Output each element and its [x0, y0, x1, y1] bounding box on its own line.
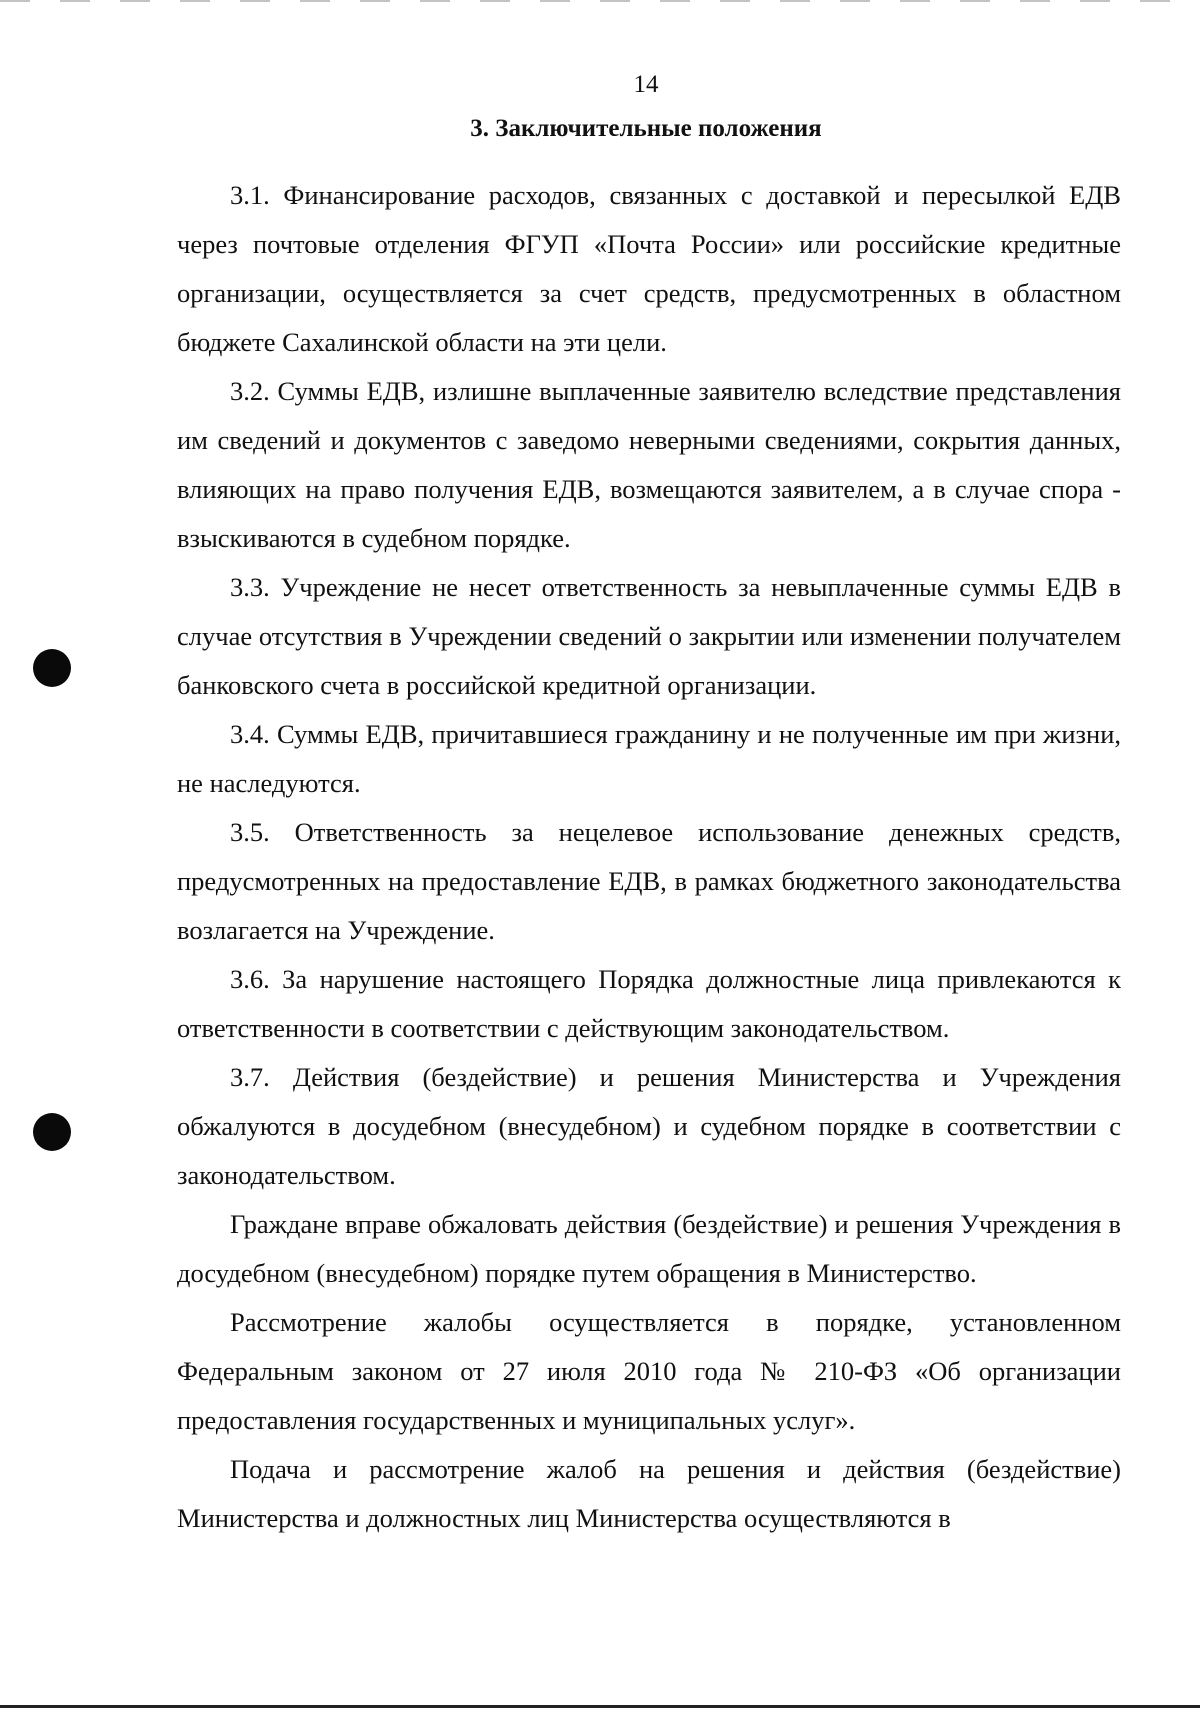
paragraph-3-2: 3.2. Суммы ЕДВ, излишне выплаченные заявителю вследствие представления им сведений и документов с заведомо неверными сведениями, сокрытия данных, влияющих на право получения ЕДВ, возмещаются заявителем, а в случае спора - взыскиваются в судебном порядке.	[177, 376, 1121, 553]
document-body	[177, 171, 1121, 1543]
punch-hole-mark	[33, 649, 71, 687]
paragraph-3-3: 3.3. Учреждение не несет ответственность за невыплаченные суммы ЕДВ в случае отсутствия в Учреждении сведений о закрытии или изменении получателем банковского счета в российской кредитной организации.	[177, 572, 1121, 700]
paragraph-appeal-procedure: Рассмотрение жалобы осуществляется в порядке, установленном Федеральным законом от 27 июля 2010 года № 210-ФЗ «Об организации предоставления государственных и муниципальных услуг».	[177, 1307, 1121, 1435]
section-title: 3. Заключительные положения	[470, 115, 822, 142]
paragraph-3-7: 3.7. Действия (бездействие) и решения Министерства и Учреждения обжалуются в досудебном (внесудебном) и судебном порядке в соответствии с законодательством.	[177, 1062, 1121, 1190]
page-number: 14	[633, 71, 659, 98]
scan-top-edge	[0, 0, 1200, 2]
punch-hole-mark	[33, 1113, 71, 1151]
paragraph-appeal-filing: Подача и рассмотрение жалоб на решения и действия (бездействие) Министерства и должностных лиц Министерства осуществляются в	[177, 1454, 1121, 1533]
paragraph-appeal-citizens: Граждане вправе обжаловать действия (бездействие) и решения Учреждения в досудебном (внесудебном) порядке путем обращения в Министерство.	[177, 1209, 1121, 1288]
paragraph-3-4: 3.4. Суммы ЕДВ, причитавшиеся гражданину и не полученные им при жизни, не наследуются.	[177, 719, 1121, 798]
paragraph-3-6: 3.6. За нарушение настоящего Порядка должностные лица привлекаются к ответственности в соответствии с действующим законодательством.	[177, 964, 1121, 1043]
scan-bottom-edge	[0, 1705, 1200, 1708]
paragraph-3-1: 3.1. Финансирование расходов, связанных с доставкой и пересылкой ЕДВ через почтовые отделения ФГУП «Почта России» или российские кредитные организации, осуществляется за счет средств, предусмотренных в областном бюджете Сахалинской области на эти цели.	[177, 180, 1121, 357]
paragraph-3-5: 3.5. Ответственность за нецелевое использование денежных средств, предусмотренных на предоставление ЕДВ, в рамках бюджетного законодательства возлагается на Учреждение.	[177, 817, 1121, 945]
